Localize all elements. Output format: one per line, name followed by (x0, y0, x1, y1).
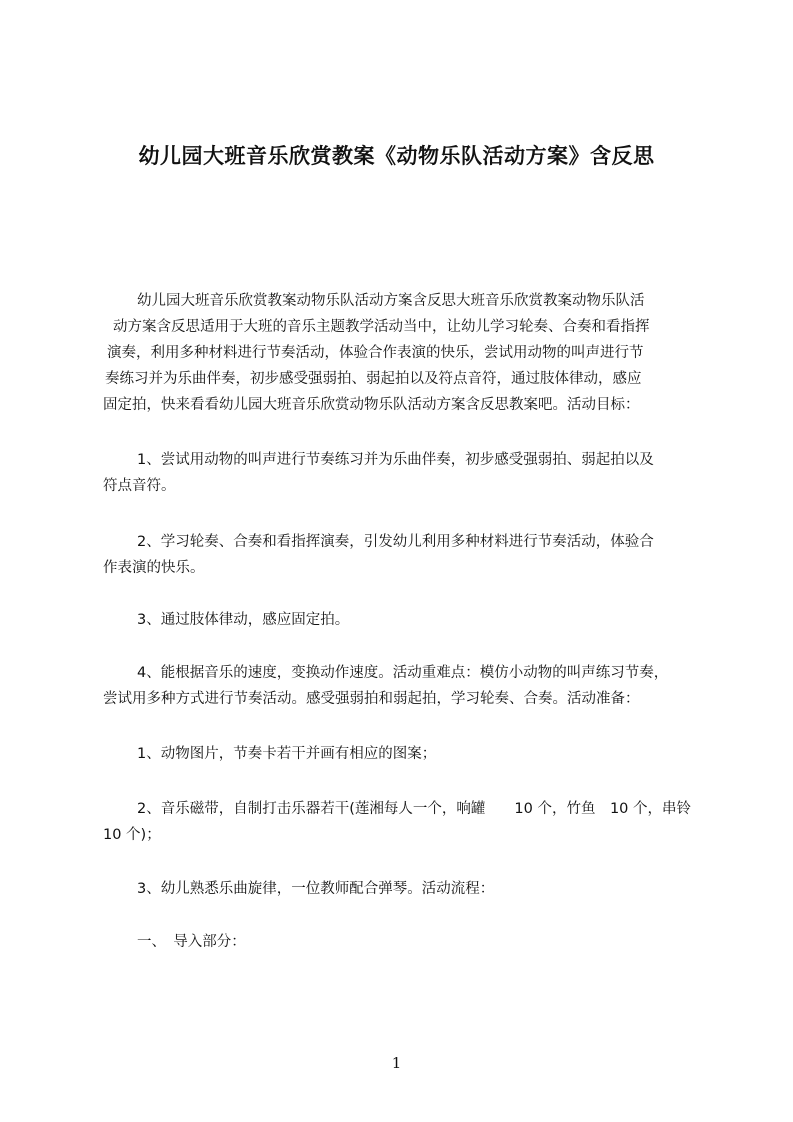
page-number: 1 (391, 1054, 402, 1072)
paragraph-line: 符点音符。 (103, 478, 176, 494)
paragraph-line: 4、能根据音乐的速度，变换动作速度。活动重难点：模仿小动物的叫声练习节奏， (137, 665, 669, 681)
intro-line: 动方案含反思适用于大班的音乐主题教学活动当中，让幼儿学习轮奏、合奏和看指挥 (113, 319, 650, 335)
paragraph-line: 作表演的快乐。 (103, 560, 205, 576)
intro-line: 奏练习并为乐曲伴奏，初步感受强弱拍、弱起拍以及符点音符，通过肢体律动，感应 (105, 371, 642, 387)
paragraph-line: 1、动物图片，节奏卡若干并画有相应的图案； (137, 746, 437, 762)
paragraph-line: 尝试用多种方式进行节奏活动。感受强弱拍和弱起拍，学习轮奏、合奏。活动准备： (103, 691, 640, 707)
paragraph-line: 2、音乐磁带，自制打击乐器若干(莲湘每人一个，响罐 10 个，竹鱼 10 个，串铃 (137, 801, 691, 817)
preparation-item-1 (103, 741, 436, 767)
intro-paragraph (103, 288, 650, 418)
paragraph-line: 10 个)； (103, 827, 161, 843)
intro-line: 固定拍，快来看看幼儿园大班音乐欣赏动物乐队活动方案含反思教案吧。活动目标： (103, 397, 640, 413)
document-title: 幼儿园大班音乐欣赏教案《动物乐队活动方案》含反思 (138, 144, 655, 168)
paragraph-line: 2、学习轮奏、合奏和看指挥演奏，引发幼儿利用多种材料进行节奏活动，体验合 (137, 534, 654, 550)
objective-item-2 (103, 529, 654, 581)
intro-line: 幼儿园大班音乐欣赏教案动物乐队活动方案含反思大班音乐欣赏教案动物乐队活 (137, 293, 645, 309)
paragraph-line: 1、尝试用动物的叫声进行节奏练习并为乐曲伴奏，初步感受强弱拍、弱起拍以及 (137, 452, 654, 468)
preparation-item-3 (103, 876, 494, 902)
paragraph-line: 3、幼儿熟悉乐曲旋律，一位教师配合弹琴。活动流程： (137, 881, 495, 897)
objective-item-4 (103, 660, 668, 712)
objective-item-3 (103, 607, 349, 633)
section-heading: 一、 导入部分： (137, 934, 246, 950)
preparation-item-2 (103, 796, 691, 848)
paragraph-line: 3、通过肢体律动，感应固定拍。 (137, 612, 350, 628)
objective-item-1 (103, 447, 654, 499)
intro-line: 演奏，利用多种材料进行节奏活动，体验合作表演的快乐，尝试用动物的叫声进行节 (107, 345, 644, 361)
section-heading-intro (103, 929, 246, 955)
